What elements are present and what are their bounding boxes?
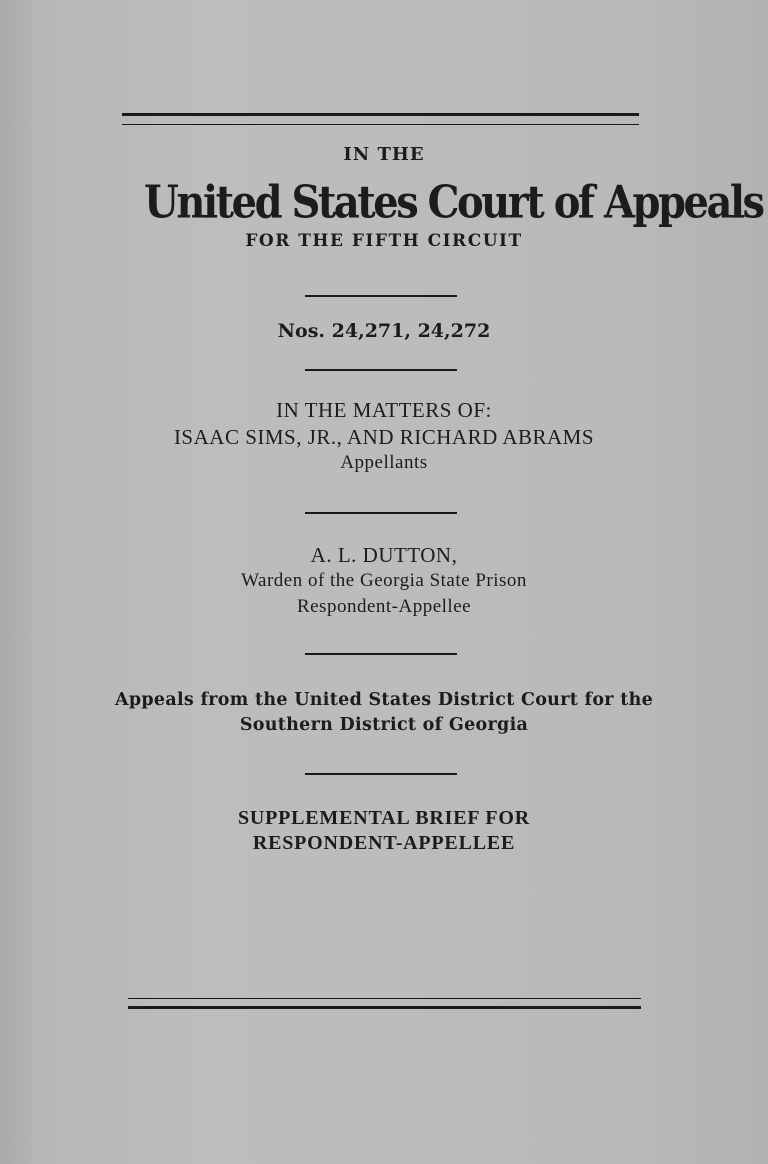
divider-rule-3	[305, 512, 457, 514]
appeals-from-line-2: Southern District of Georgia	[239, 715, 529, 735]
matters-intro: IN THE MATTERS OF:	[276, 398, 492, 422]
in-the-heading: IN THE	[343, 144, 425, 165]
divider-rule-5	[305, 773, 457, 775]
case-numbers: Nos. 24,271, 24,272	[277, 320, 491, 342]
respondent-title: Warden of the Georgia State Prison	[241, 570, 527, 591]
divider-rule-2	[305, 369, 457, 371]
appellant-names: ISAAC SIMS, JR., AND RICHARD ABRAMS	[173, 425, 595, 449]
appellant-role: Appellants	[340, 452, 428, 473]
divider-rule-1	[305, 295, 457, 297]
bottom-rule-thin	[128, 998, 641, 999]
appeals-from-line-1: Appeals from the United States District Court for the	[114, 690, 654, 710]
top-rule-thick	[122, 113, 639, 116]
document-type-line-2: RESPONDENT-APPELLEE	[252, 832, 516, 854]
respondent-name: A. L. DUTTON,	[310, 543, 458, 567]
bottom-rule-thick	[128, 1006, 641, 1009]
court-name-title: United States Court of Appeals	[144, 176, 763, 229]
circuit-heading: FOR THE FIFTH CIRCUIT	[245, 231, 523, 251]
document-type-line-1: SUPPLEMENTAL BRIEF FOR	[237, 807, 531, 829]
divider-rule-4	[305, 653, 457, 655]
respondent-role: Respondent-Appellee	[296, 596, 472, 617]
top-rule-thin	[122, 124, 639, 125]
